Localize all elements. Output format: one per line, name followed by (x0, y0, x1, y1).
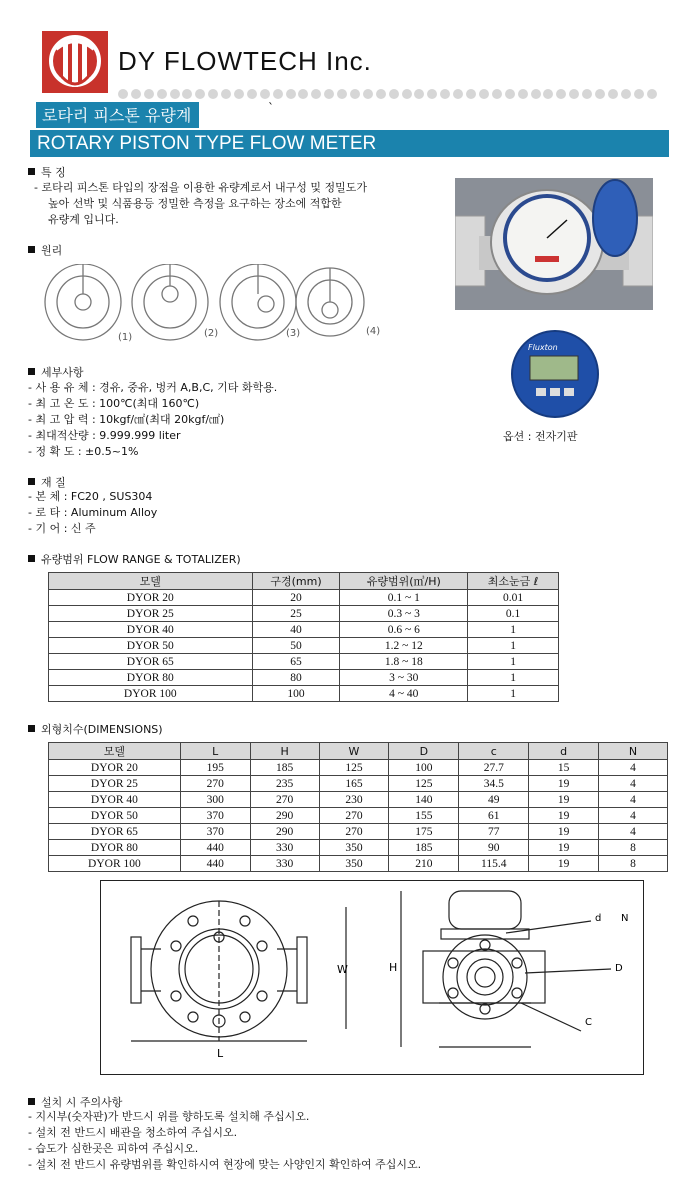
table-cell: 19 (529, 840, 599, 856)
features-line: 유량계 입니다. (48, 213, 119, 226)
table-row (49, 856, 668, 872)
table-cell: 65 (252, 654, 340, 670)
details-line: - 정 확 도 : ±0.5~1% (28, 445, 139, 458)
divider-dot (350, 89, 360, 99)
table-cell: DYOR 20 (49, 590, 253, 606)
divider-dot (208, 89, 218, 99)
divider-dot (647, 89, 657, 99)
divider-dot (608, 89, 618, 99)
principle-diagram (38, 264, 383, 344)
table-cell: 19 (529, 792, 599, 808)
table-cell: 195 (180, 760, 250, 776)
table-cell: 100 (252, 686, 340, 702)
column-header: W (319, 743, 389, 760)
divider-dot (634, 89, 644, 99)
material-heading: 재 질 (28, 474, 66, 490)
flow-range-table (48, 572, 559, 702)
divider-dot (324, 89, 334, 99)
table-cell: 3 ~ 30 (340, 670, 468, 686)
features-heading: 특 징 (28, 164, 66, 180)
divider-dot (195, 89, 205, 99)
table-cell: DYOR 50 (49, 808, 181, 824)
table-row (49, 792, 668, 808)
divider-dot (376, 89, 386, 99)
dimensions-heading: 외형치수(DIMENSIONS) (28, 721, 163, 737)
features-text (34, 180, 367, 228)
principle-label: (3) (286, 328, 301, 339)
table-cell: 34.5 (459, 776, 529, 792)
divider-dot (234, 89, 244, 99)
material-list (28, 489, 157, 537)
divider-dot (337, 89, 347, 99)
table-cell: 155 (389, 808, 459, 824)
dim-label-L: L (217, 1047, 224, 1060)
table-cell: 77 (459, 824, 529, 840)
table-cell: 4 (599, 792, 668, 808)
details-line: - 최 고 온 도 : 100℃(최대 160℃) (28, 397, 200, 410)
table-cell: 350 (319, 840, 389, 856)
bullet-square-icon (28, 168, 35, 175)
company-name: DY FLOWTECH Inc. (118, 46, 372, 76)
divider-dot (518, 89, 528, 99)
divider-dot (492, 89, 502, 99)
table-cell: DYOR 40 (49, 792, 181, 808)
table-cell: 185 (250, 760, 319, 776)
table-cell: 270 (319, 824, 389, 840)
dim-label-W: W (337, 963, 348, 976)
dim-label-H: H (389, 961, 398, 974)
bullet-square-icon (28, 1098, 35, 1105)
table-row (49, 590, 559, 606)
column-header: H (250, 743, 319, 760)
table-cell: 25 (252, 606, 340, 622)
table-row (49, 808, 668, 824)
table-cell: 0.1 ~ 1 (340, 590, 468, 606)
table-cell: 27.7 (459, 760, 529, 776)
column-header: 최소눈금 ℓ (468, 573, 559, 590)
divider-dot (118, 89, 128, 99)
table-cell: 370 (180, 808, 250, 824)
table-cell: 370 (180, 824, 250, 840)
column-header: 유량범위(㎥/H) (340, 573, 468, 590)
divider-dot (453, 89, 463, 99)
divider-dot (260, 89, 270, 99)
principle-label: (2) (204, 328, 219, 339)
table-row (49, 670, 559, 686)
table-cell: DYOR 80 (49, 670, 253, 686)
bullet-square-icon (28, 478, 35, 485)
table-cell: 290 (250, 824, 319, 840)
table-cell: 330 (250, 856, 319, 872)
divider-dot (569, 89, 579, 99)
column-header: c (459, 743, 529, 760)
panel-brand: Fluxton (528, 343, 558, 352)
principle-diagram-svg (38, 264, 383, 344)
table-cell: DYOR 80 (49, 840, 181, 856)
table-header-row (49, 573, 559, 590)
table-cell: 1 (468, 686, 559, 702)
bullet-square-icon (28, 246, 35, 253)
table-cell: DYOR 100 (49, 856, 181, 872)
table-cell: 100 (389, 760, 459, 776)
table-cell: 4 (599, 760, 668, 776)
table-cell: 125 (389, 776, 459, 792)
divider-dot (157, 89, 167, 99)
table-cell: 125 (319, 760, 389, 776)
dim-label-D: D (615, 963, 623, 974)
divider-dot (479, 89, 489, 99)
dimension-drawing (100, 880, 644, 1075)
divider-dot (621, 89, 631, 99)
table-cell: 140 (389, 792, 459, 808)
divider-dot (221, 89, 231, 99)
table-cell: 290 (250, 808, 319, 824)
column-header: N (599, 743, 668, 760)
table-row (49, 686, 559, 702)
features-line: 높아 선박 및 식품용등 정밀한 측정을 요구하는 장소에 적합한 (48, 197, 342, 210)
table-cell: DYOR 40 (49, 622, 253, 638)
install-line: - 습도가 심한곳은 피하여 주십시오. (28, 1142, 199, 1155)
table-cell: 330 (250, 840, 319, 856)
principle-heading: 원리 (28, 242, 62, 258)
column-header: 구경(mm) (252, 573, 340, 590)
table-cell: 4 (599, 808, 668, 824)
table-cell: 1 (468, 638, 559, 654)
material-line: - 로 타 : Aluminum Alloy (28, 506, 158, 519)
details-line: - 최 고 압 력 : 10kgf/㎠(최대 20kgf/㎠) (28, 413, 225, 426)
table-cell: 15 (529, 760, 599, 776)
divider-dot (144, 89, 154, 99)
table-row (49, 840, 668, 856)
divider-dot (389, 89, 399, 99)
table-cell: DYOR 65 (49, 654, 253, 670)
table-cell: 210 (389, 856, 459, 872)
features-line: - 로타리 피스톤 타입의 장점을 이용한 유량계로서 내구성 및 정밀도가 (34, 181, 367, 194)
bullet-square-icon (28, 555, 35, 562)
divider-dot (556, 89, 566, 99)
table-row (49, 824, 668, 840)
table-cell: 40 (252, 622, 340, 638)
install-line: - 지시부(숫자판)가 반드시 위를 향하도록 설치해 주십시오. (28, 1110, 310, 1123)
table-cell: 350 (319, 856, 389, 872)
material-line: - 본 체 : FC20 , SUS304 (28, 490, 153, 503)
table-cell: 1.8 ~ 18 (340, 654, 468, 670)
title-tick-mark: ` (268, 101, 274, 115)
divider-dot (543, 89, 553, 99)
install-line: - 설치 전 반드시 배관을 청소하여 주십시오. (28, 1126, 238, 1139)
divider-dot (182, 89, 192, 99)
table-cell: 90 (459, 840, 529, 856)
table-cell: 440 (180, 856, 250, 872)
option-caption: 옵션 : 전자기판 (503, 430, 578, 443)
table-cell: 115.4 (459, 856, 529, 872)
table-cell: 61 (459, 808, 529, 824)
table-cell: DYOR 25 (49, 776, 181, 792)
table-cell: DYOR 20 (49, 760, 181, 776)
divider-dot (505, 89, 515, 99)
table-cell: 8 (599, 856, 668, 872)
dim-label-C: C (585, 1017, 592, 1028)
table-cell: 50 (252, 638, 340, 654)
divider-dot (531, 89, 541, 99)
table-cell: 4 ~ 40 (340, 686, 468, 702)
table-cell: DYOR 25 (49, 606, 253, 622)
table-cell: 235 (250, 776, 319, 792)
table-cell: 49 (459, 792, 529, 808)
dimensions-table (48, 742, 668, 872)
divider-dot (247, 89, 257, 99)
divider-dot (298, 89, 308, 99)
company-logo (42, 31, 108, 93)
details-heading: 세부사항 (28, 364, 84, 380)
table-cell: 165 (319, 776, 389, 792)
install-line: - 설치 전 반드시 유량범위를 확인하시여 현장에 맞는 사양인지 확인하여 주십시오. (28, 1158, 422, 1171)
table-cell: 0.6 ~ 6 (340, 622, 468, 638)
divider-dot (427, 89, 437, 99)
principle-label: (4) (366, 326, 381, 337)
install-list (28, 1109, 421, 1173)
table-row (49, 760, 668, 776)
table-cell: DYOR 50 (49, 638, 253, 654)
principle-label: (1) (118, 332, 133, 343)
table-header-row (49, 743, 668, 760)
divider-dot (273, 89, 283, 99)
product-title-english: ROTARY PISTON TYPE FLOW METER (30, 130, 669, 157)
divider-dot (414, 89, 424, 99)
flow-range-heading: 유량범위 FLOW RANGE & TOTALIZER) (28, 551, 241, 567)
divider-dot (170, 89, 180, 99)
column-header: d (529, 743, 599, 760)
divider-dot (466, 89, 476, 99)
table-cell: 0.1 (468, 606, 559, 622)
table-cell: 19 (529, 808, 599, 824)
table-cell: 300 (180, 792, 250, 808)
details-line: - 사 용 유 체 : 경유, 중유, 벙커 A,B,C, 기타 화학용. (28, 381, 278, 394)
table-cell: 1 (468, 654, 559, 670)
column-header: L (180, 743, 250, 760)
bullet-square-icon (28, 368, 35, 375)
table-cell: 8 (599, 840, 668, 856)
table-row (49, 776, 668, 792)
details-list (28, 380, 277, 460)
divider-dot (440, 89, 450, 99)
table-row (49, 654, 559, 670)
dot-divider (118, 84, 663, 96)
table-cell: 175 (389, 824, 459, 840)
dimension-drawing-svg (101, 881, 643, 1074)
divider-dot (402, 89, 412, 99)
column-header: 모델 (49, 743, 181, 760)
table-cell: 19 (529, 824, 599, 840)
divider-dot (131, 89, 141, 99)
table-cell: 185 (389, 840, 459, 856)
divider-dot (311, 89, 321, 99)
table-cell: DYOR 65 (49, 824, 181, 840)
table-row (49, 622, 559, 638)
table-cell: 19 (529, 856, 599, 872)
column-header: 모델 (49, 573, 253, 590)
divider-dot (582, 89, 592, 99)
table-cell: 0.3 ~ 3 (340, 606, 468, 622)
bullet-square-icon (28, 725, 35, 732)
table-cell: 1 (468, 622, 559, 638)
material-line: - 기 어 : 신 주 (28, 522, 96, 535)
divider-dot (595, 89, 605, 99)
table-cell: 4 (599, 776, 668, 792)
table-cell: 80 (252, 670, 340, 686)
install-heading: 설치 시 주의사항 (28, 1094, 122, 1110)
table-cell: 19 (529, 776, 599, 792)
table-cell: 270 (319, 808, 389, 824)
table-cell: 270 (180, 776, 250, 792)
table-cell: 0.01 (468, 590, 559, 606)
table-row (49, 606, 559, 622)
dim-label-N: N (621, 913, 629, 924)
product-title-korean: 로타리 피스톤 유량계 (36, 102, 199, 128)
table-cell: 270 (250, 792, 319, 808)
table-cell: 440 (180, 840, 250, 856)
table-cell: DYOR 100 (49, 686, 253, 702)
divider-dot (286, 89, 296, 99)
table-cell: 20 (252, 590, 340, 606)
table-row (49, 638, 559, 654)
electronic-panel-image (510, 330, 600, 418)
table-cell: 230 (319, 792, 389, 808)
table-cell: 4 (599, 824, 668, 840)
table-cell: 1.2 ~ 12 (340, 638, 468, 654)
product-photo (455, 178, 653, 310)
dim-label-d: d (595, 913, 602, 924)
table-cell: 1 (468, 670, 559, 686)
column-header: D (389, 743, 459, 760)
details-line: - 최대적산량 : 9.999.999 liter (28, 429, 181, 442)
divider-dot (363, 89, 373, 99)
